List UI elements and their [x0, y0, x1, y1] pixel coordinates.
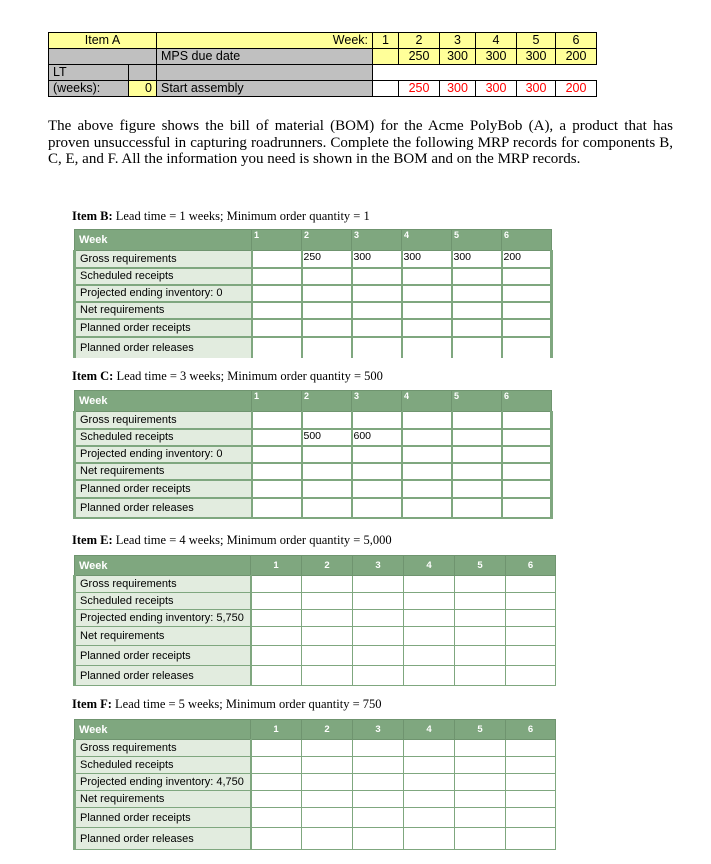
input-cell[interactable]: 600	[352, 429, 402, 446]
input-cell[interactable]	[452, 498, 502, 518]
row-label: Gross requirements	[75, 576, 251, 593]
input-cell[interactable]	[402, 268, 452, 285]
planned-order-releases-row	[75, 828, 556, 850]
row-label: Net requirements	[75, 463, 252, 480]
input-cell[interactable]	[252, 337, 302, 358]
input-cell[interactable]	[402, 429, 452, 446]
input-cell[interactable]	[352, 268, 402, 285]
input-cell[interactable]	[506, 610, 556, 627]
input-cell[interactable]	[455, 757, 506, 774]
mrp-grid-item-c	[73, 390, 553, 519]
planned-order-receipts-row	[75, 808, 556, 828]
mps-value: 300	[440, 49, 476, 65]
input-cell[interactable]	[402, 498, 452, 518]
planned-order-releases-row	[75, 666, 556, 686]
mrp-grid-item-e	[73, 555, 556, 686]
input-cell[interactable]	[352, 498, 402, 518]
week-number: 4	[476, 33, 517, 49]
input-cell[interactable]	[502, 285, 552, 302]
input-cell[interactable]	[452, 319, 502, 337]
week-number: 6	[502, 391, 552, 412]
row-label: Planned order releases	[75, 666, 251, 686]
input-cell[interactable]	[404, 808, 455, 828]
input-cell[interactable]	[506, 666, 556, 686]
input-cell[interactable]	[353, 610, 404, 627]
input-cell[interactable]	[251, 757, 302, 774]
input-cell[interactable]	[252, 268, 302, 285]
net-requirements-row	[75, 627, 556, 646]
lt-label: LT	[49, 65, 129, 81]
week-number: 3	[440, 33, 476, 49]
input-cell[interactable]	[352, 285, 402, 302]
lt-spacer	[157, 65, 373, 81]
input-cell[interactable]	[353, 808, 404, 828]
input-cell[interactable]	[402, 285, 452, 302]
input-cell[interactable]	[302, 646, 353, 666]
input-cell[interactable]	[251, 828, 302, 850]
lt-spacer	[373, 65, 597, 81]
input-cell[interactable]	[506, 593, 556, 610]
input-cell[interactable]	[352, 446, 402, 463]
input-cell[interactable]	[353, 627, 404, 646]
net-requirements-row	[75, 791, 556, 808]
week-header-row	[75, 556, 556, 576]
input-cell[interactable]	[455, 610, 506, 627]
input-cell[interactable]	[302, 498, 352, 518]
instructions-paragraph: The above figure shows the bill of material (BOM) for the Acme PolyBob (A), a product that has proven unsuccessful in capturing roadrunners. Complete the following MRP records for components B, C, E, and F. All the information you need is shown in the BOM and on the MRP records.	[48, 118, 673, 167]
mps-value: 300	[517, 49, 556, 65]
input-cell[interactable]	[302, 319, 352, 337]
input-cell[interactable]	[502, 302, 552, 319]
week-number: 6	[506, 720, 556, 740]
start-assembly-row	[49, 81, 597, 97]
input-cell[interactable]	[252, 285, 302, 302]
row-label: Scheduled receipts	[75, 757, 251, 774]
week-number: 2	[302, 391, 352, 412]
item-name: Item E:	[72, 533, 113, 547]
planned-order-releases-row	[75, 337, 552, 358]
input-cell[interactable]	[353, 828, 404, 850]
planned-order-releases-row	[75, 498, 552, 518]
input-cell[interactable]	[502, 446, 552, 463]
input-cell[interactable]	[353, 666, 404, 686]
mps-due-row	[49, 49, 597, 65]
input-cell[interactable]	[251, 740, 302, 757]
mrp-grid-item-b	[73, 229, 553, 358]
input-cell[interactable]	[402, 337, 452, 358]
row-label: Planned order receipts	[75, 646, 251, 666]
week-number: 6	[556, 33, 597, 49]
lt-row	[49, 65, 597, 81]
input-cell[interactable]	[302, 757, 353, 774]
week-number: 1	[251, 556, 302, 576]
input-cell[interactable]	[251, 646, 302, 666]
input-cell[interactable]	[302, 791, 353, 808]
row-label: Gross requirements	[75, 412, 252, 429]
input-cell[interactable]	[251, 593, 302, 610]
input-cell[interactable]	[506, 627, 556, 646]
input-cell[interactable]	[251, 627, 302, 646]
week-number: 4	[404, 556, 455, 576]
mps-value	[373, 49, 399, 65]
week-number: 1	[251, 720, 302, 740]
input-cell[interactable]	[452, 446, 502, 463]
row-label: Projected ending inventory: 4,750	[75, 774, 251, 791]
net-requirements-row	[75, 302, 552, 319]
week-header: Week	[75, 556, 251, 576]
input-cell[interactable]	[455, 666, 506, 686]
item-b-heading	[72, 209, 370, 224]
input-cell[interactable]	[302, 463, 352, 480]
scheduled-receipts-row	[75, 593, 556, 610]
input-cell[interactable]	[404, 627, 455, 646]
week-number: 4	[402, 230, 452, 251]
planned-order-receipts-row	[75, 646, 556, 666]
input-cell[interactable]	[502, 429, 552, 446]
input-cell[interactable]	[302, 268, 352, 285]
start-value: 300	[440, 81, 476, 97]
input-cell[interactable]	[502, 337, 552, 358]
week-number: 3	[353, 720, 404, 740]
scheduled-receipts-row	[75, 268, 552, 285]
item-label: Item A	[49, 33, 157, 49]
week-number: 1	[252, 230, 302, 251]
input-cell[interactable]	[353, 791, 404, 808]
input-cell[interactable]	[302, 627, 353, 646]
start-value	[373, 81, 399, 97]
input-cell[interactable]	[455, 791, 506, 808]
gross-requirements-row	[75, 740, 556, 757]
week-header: Week	[75, 391, 252, 412]
input-cell[interactable]	[302, 576, 353, 593]
input-cell[interactable]	[302, 808, 353, 828]
input-cell[interactable]	[252, 412, 302, 429]
start-value: 300	[476, 81, 517, 97]
input-cell[interactable]	[352, 412, 402, 429]
input-cell[interactable]: 500	[302, 429, 352, 446]
week-number: 3	[353, 556, 404, 576]
gross-requirements-row	[75, 251, 552, 268]
input-cell[interactable]	[455, 774, 506, 791]
mps-value: 250	[399, 49, 440, 65]
input-cell[interactable]	[404, 774, 455, 791]
input-cell[interactable]	[251, 808, 302, 828]
week-number: 2	[302, 230, 352, 251]
input-cell[interactable]	[452, 285, 502, 302]
projected-inventory-row	[75, 446, 552, 463]
input-cell[interactable]	[455, 627, 506, 646]
input-cell[interactable]	[352, 302, 402, 319]
projected-inventory-row	[75, 774, 556, 791]
input-cell[interactable]	[455, 646, 506, 666]
week-number: 2	[302, 556, 353, 576]
week-number: 5	[455, 556, 506, 576]
input-cell[interactable]	[302, 740, 353, 757]
input-cell[interactable]	[455, 740, 506, 757]
row-label: Planned order releases	[75, 828, 251, 850]
input-cell[interactable]	[502, 498, 552, 518]
week-number: 3	[352, 391, 402, 412]
week-number: 1	[373, 33, 399, 49]
mps-due-label: MPS due date	[157, 49, 373, 65]
input-cell[interactable]	[404, 646, 455, 666]
input-cell[interactable]	[404, 740, 455, 757]
row-label: Net requirements	[75, 791, 251, 808]
start-value: 200	[556, 81, 597, 97]
row-label: Gross requirements	[75, 251, 252, 268]
week-header-row	[75, 720, 556, 740]
gross-requirements-row	[75, 576, 556, 593]
input-cell[interactable]	[404, 576, 455, 593]
input-cell[interactable]	[404, 610, 455, 627]
row-label: Planned order receipts	[75, 319, 252, 337]
input-cell[interactable]	[251, 666, 302, 686]
input-cell[interactable]	[452, 412, 502, 429]
input-cell[interactable]: 300	[402, 251, 452, 268]
row-label: Planned order receipts	[75, 808, 251, 828]
input-cell[interactable]	[506, 757, 556, 774]
item-spec: Lead time = 3 weeks; Minimum order quantity = 500	[113, 369, 383, 383]
input-cell[interactable]	[455, 828, 506, 850]
input-cell[interactable]: 300	[452, 251, 502, 268]
week-number: 4	[404, 720, 455, 740]
lt-spacer	[129, 65, 157, 81]
week-number: 4	[402, 391, 452, 412]
input-cell[interactable]	[506, 808, 556, 828]
input-cell[interactable]	[404, 666, 455, 686]
item-spec: Lead time = 1 weeks; Minimum order quantity = 1	[112, 209, 370, 223]
mps-header-row	[49, 33, 597, 49]
net-requirements-row	[75, 463, 552, 480]
week-header: Week	[75, 720, 251, 740]
input-cell[interactable]	[404, 757, 455, 774]
input-cell[interactable]	[252, 429, 302, 446]
row-label: Gross requirements	[75, 740, 251, 757]
scheduled-receipts-row	[75, 757, 556, 774]
item-spec: Lead time = 4 weeks; Minimum order quantity = 5,000	[112, 533, 392, 547]
projected-inventory-row	[75, 285, 552, 302]
week-number: 2	[302, 720, 353, 740]
input-cell[interactable]	[251, 774, 302, 791]
input-cell[interactable]: 200	[502, 251, 552, 268]
week-number: 1	[252, 391, 302, 412]
row-label: Planned order releases	[75, 337, 252, 358]
row-label: Net requirements	[75, 627, 251, 646]
input-cell[interactable]	[502, 319, 552, 337]
input-cell[interactable]	[452, 429, 502, 446]
row-label: Projected ending inventory: 5,750	[75, 610, 251, 627]
input-cell[interactable]	[404, 791, 455, 808]
input-cell[interactable]	[502, 480, 552, 498]
lt-value: 0	[129, 81, 157, 97]
input-cell[interactable]	[352, 319, 402, 337]
input-cell[interactable]	[251, 576, 302, 593]
start-assembly-label: Start assembly	[157, 81, 373, 97]
week-number: 5	[517, 33, 556, 49]
week-number: 5	[452, 230, 502, 251]
mps-value: 200	[556, 49, 597, 65]
start-value: 250	[399, 81, 440, 97]
week-number: 5	[455, 720, 506, 740]
input-cell[interactable]	[252, 463, 302, 480]
mrp-grid-item-f	[73, 719, 556, 850]
input-cell[interactable]	[353, 774, 404, 791]
week-header: Week	[75, 230, 252, 251]
input-cell[interactable]	[452, 480, 502, 498]
input-cell[interactable]	[302, 302, 352, 319]
row-label: Projected ending inventory: 0	[75, 285, 252, 302]
input-cell[interactable]	[252, 480, 302, 498]
input-cell[interactable]	[252, 498, 302, 518]
row-label: Scheduled receipts	[75, 593, 251, 610]
week-label: Week:	[157, 33, 373, 49]
row-label: Net requirements	[75, 302, 252, 319]
input-cell[interactable]	[404, 828, 455, 850]
item-name: Item F:	[72, 697, 112, 711]
input-cell[interactable]	[352, 337, 402, 358]
input-cell[interactable]	[252, 446, 302, 463]
item-e-heading	[72, 533, 392, 548]
input-cell[interactable]	[455, 808, 506, 828]
week-header-row	[75, 391, 552, 412]
input-cell[interactable]	[302, 285, 352, 302]
row-label: Scheduled receipts	[75, 268, 252, 285]
input-cell[interactable]	[302, 446, 352, 463]
projected-inventory-row	[75, 610, 556, 627]
input-cell[interactable]	[506, 774, 556, 791]
input-cell[interactable]	[352, 463, 402, 480]
item-name: Item C:	[72, 369, 114, 383]
input-cell[interactable]	[404, 593, 455, 610]
input-cell[interactable]	[402, 302, 452, 319]
input-cell[interactable]	[506, 646, 556, 666]
input-cell[interactable]	[506, 576, 556, 593]
input-cell[interactable]	[252, 251, 302, 268]
week-header-row	[75, 230, 552, 251]
input-cell[interactable]	[402, 446, 452, 463]
input-cell[interactable]	[452, 302, 502, 319]
week-number: 3	[352, 230, 402, 251]
input-cell[interactable]	[402, 412, 452, 429]
input-cell[interactable]	[353, 646, 404, 666]
input-cell[interactable]	[353, 576, 404, 593]
input-cell[interactable]	[302, 828, 353, 850]
week-number: 5	[452, 391, 502, 412]
planned-order-receipts-row	[75, 319, 552, 337]
item-f-heading	[72, 697, 382, 712]
week-number: 2	[399, 33, 440, 49]
input-cell[interactable]	[353, 740, 404, 757]
input-cell[interactable]	[455, 576, 506, 593]
gross-requirements-row	[75, 412, 552, 429]
input-cell[interactable]: 300	[352, 251, 402, 268]
input-cell[interactable]	[502, 268, 552, 285]
row-label: Planned order receipts	[75, 480, 252, 498]
input-cell[interactable]	[353, 593, 404, 610]
lt-weeks-label: (weeks):	[49, 81, 129, 97]
planned-order-receipts-row	[75, 480, 552, 498]
input-cell[interactable]	[252, 302, 302, 319]
input-cell[interactable]	[302, 666, 353, 686]
week-number: 6	[506, 556, 556, 576]
input-cell[interactable]	[452, 268, 502, 285]
mps-value: 300	[476, 49, 517, 65]
input-cell[interactable]	[402, 480, 452, 498]
mps-spacer	[49, 49, 157, 65]
input-cell[interactable]	[302, 412, 352, 429]
input-cell[interactable]	[302, 337, 352, 358]
input-cell[interactable]	[353, 757, 404, 774]
input-cell[interactable]: 250	[302, 251, 352, 268]
week-number: 6	[502, 230, 552, 251]
input-cell[interactable]	[252, 319, 302, 337]
input-cell[interactable]	[352, 480, 402, 498]
input-cell[interactable]	[452, 337, 502, 358]
input-cell[interactable]	[506, 791, 556, 808]
item-name: Item B:	[72, 209, 113, 223]
scheduled-receipts-row	[75, 429, 552, 446]
input-cell[interactable]	[302, 610, 353, 627]
input-cell[interactable]	[502, 412, 552, 429]
input-cell[interactable]	[502, 463, 552, 480]
input-cell[interactable]	[402, 463, 452, 480]
input-cell[interactable]	[506, 740, 556, 757]
row-label: Planned order releases	[75, 498, 252, 518]
row-label: Projected ending inventory: 0	[75, 446, 252, 463]
item-spec: Lead time = 5 weeks; Minimum order quantity = 750	[111, 697, 382, 711]
input-cell[interactable]	[452, 463, 502, 480]
row-label: Scheduled receipts	[75, 429, 252, 446]
item-c-heading	[72, 369, 383, 384]
input-cell[interactable]	[302, 480, 352, 498]
input-cell[interactable]	[302, 593, 353, 610]
input-cell[interactable]	[402, 319, 452, 337]
start-value: 300	[517, 81, 556, 97]
input-cell[interactable]	[302, 774, 353, 791]
mps-table	[48, 32, 597, 97]
input-cell[interactable]	[506, 828, 556, 850]
input-cell[interactable]	[251, 610, 302, 627]
input-cell[interactable]	[455, 593, 506, 610]
input-cell[interactable]	[251, 791, 302, 808]
